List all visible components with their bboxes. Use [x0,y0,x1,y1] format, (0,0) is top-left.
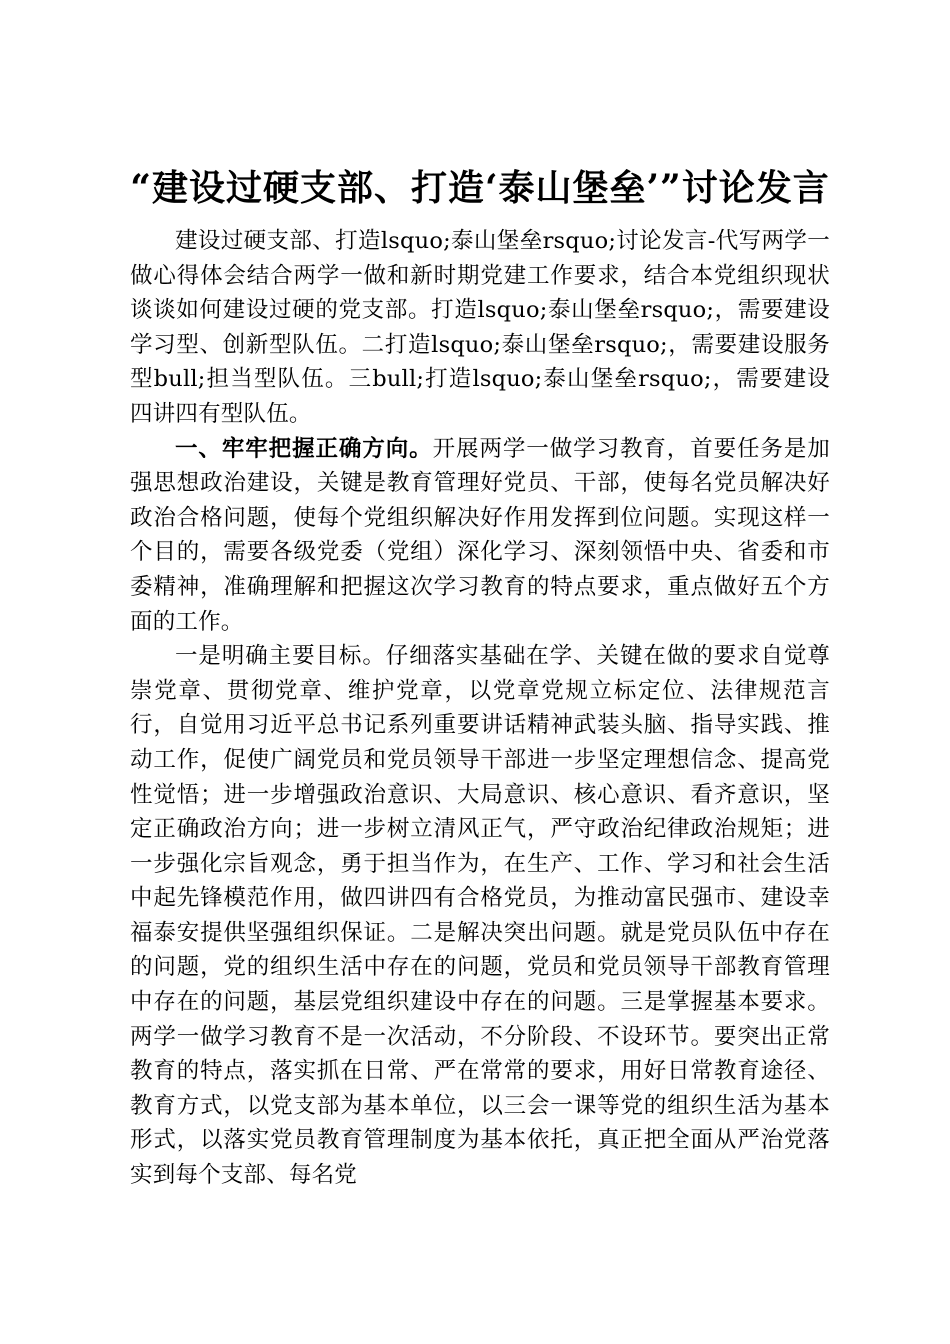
document-body [130,224,830,1193]
paragraph-3 [130,639,830,1193]
paragraph-1-text: 建设过硬支部、打造lsquo;泰山堡垒rsquo;讨论发言-代写两学一做心得体会结合两学一做和新时期党建工作要求，结合本党组织现状谈谈如何建设过硬的党支部。打造lsquo;泰山堡垒rsquo;，需要建设学习型、创新型队伍。二打造lsquo;泰山堡垒rsquo;，需要建设服务型bull;担当型队伍。三bull;打造lsquo;泰山堡垒rsquo;，需要建设四讲四有型队伍。 [130,228,830,427]
paragraph-2-heading: 一、牢牢把握正确方向。 [175,435,433,462]
paragraph-2-text: 开展两学一做学习教育，首要任务是加强思想政治建设，关键是教育管理好党员、干部，使每名党员解决好政治合格问题，使每个党组织解决好作用发挥到位问题。实现这样一个目的，需要各级党委（党组）深化学习、深刻领悟中央、省委和市委精神，准确理解和把握这次学习教育的特点要求，重点做好五个方面的工作。 [130,435,831,635]
paragraph-3-text: 一是明确主要目标。仔细落实基础在学、关键在做的要求自觉尊崇党章、贯彻党章、维护党章，以党章党规立标定位、法律规范言行，自觉用习近平总书记系列重要讲话精神武装头脑、指导实践、推动工作，促使广阔党员和党员领导干部进一步坚定理想信念、提高党性觉悟；进一步增强政治意识、大局意识、核心意识、看齐意识，坚定正确政治方向；进一步树立清风正气，严守政治纪律政治规矩；进一步强化宗旨观念，勇于担当作为，在生产、工作、学习和社会生活中起先锋模范作用，做四讲四有合格党员，为推动富民强市、建设幸福泰安提供坚强组织保证。二是解决突出问题。就是党员队伍中存在的问题，党的组织生活中存在的问题，党员和党员领导干部教育管理中存在的问题，基层党组织建设中存在的问题。三是掌握基本要求。两学一做学习教育不是一次活动，不分阶段、不设环节。要突出正常教育的特点，落实抓在日常、严在常常的要求，用好日常教育途径、教育方式，以党支部为基本单位，以三会一课等党的组织生活为基本形式，以落实党员教育管理制度为基本依托，真正把全面从严治党落实到每个支部、每名党 [130,643,830,1189]
paragraph-2 [130,432,830,640]
paragraph-1 [130,224,830,432]
document-page [130,160,830,1193]
document-title: “建设过硬支部、打造‘泰山堡垒’”讨论发言 [130,167,830,209]
